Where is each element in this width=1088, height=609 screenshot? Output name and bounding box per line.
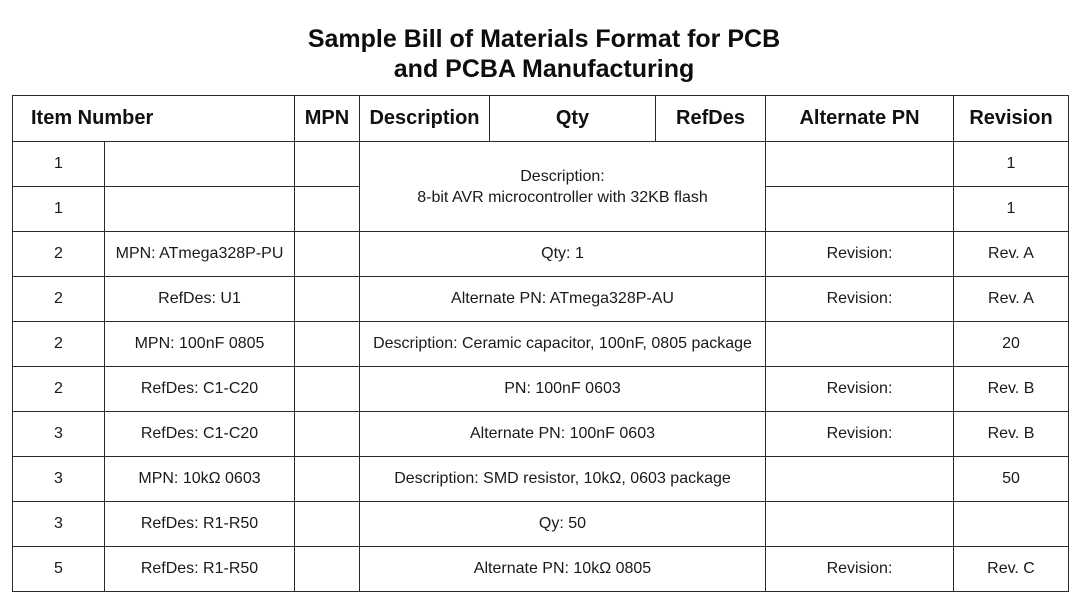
- header-item-number: Item Number: [13, 96, 295, 142]
- page-title: [0, 24, 1088, 84]
- cell-mpn: [295, 322, 360, 367]
- cell-item: 2: [13, 277, 105, 322]
- cell-item: 3: [13, 502, 105, 547]
- cell-alternate: Revision:: [766, 547, 954, 592]
- cell-part-info: [105, 142, 295, 187]
- table-row: [13, 547, 1069, 592]
- table-row: [13, 142, 1069, 187]
- cell-middle-merged: Alternate PN: ATmega328P-AU: [360, 277, 766, 322]
- table-row: [13, 232, 1069, 277]
- bom-table: [12, 95, 1069, 592]
- cell-item: 2: [13, 367, 105, 412]
- title-line-2: and PCBA Manufacturing: [393, 55, 695, 83]
- cell-item: 2: [13, 322, 105, 367]
- cell-part-info: [105, 187, 295, 232]
- header-alternate-pn: Alternate PN: [766, 96, 954, 142]
- header-description: Description: [360, 96, 490, 142]
- cell-part-info: MPN: ATmega328P-PU: [105, 232, 295, 277]
- cell-alternate: [766, 322, 954, 367]
- cell-revision: 20: [954, 322, 1069, 367]
- cell-alternate: [766, 187, 954, 232]
- cell-middle-merged: Description: SMD resistor, 10kΩ, 0603 package: [360, 457, 766, 502]
- cell-revision: Rev. C: [954, 547, 1069, 592]
- cell-item: 2: [13, 232, 105, 277]
- cell-revision: Rev. B: [954, 367, 1069, 412]
- cell-item: 3: [13, 412, 105, 457]
- table-row: [13, 412, 1069, 457]
- cell-description-merged: [360, 142, 766, 232]
- header-row: [13, 96, 1069, 142]
- table-row: [13, 322, 1069, 367]
- cell-part-info: RefDes: R1-R50: [105, 502, 295, 547]
- cell-part-info: MPN: 10kΩ 0603: [105, 457, 295, 502]
- cell-mpn: [295, 367, 360, 412]
- table-row: [13, 367, 1069, 412]
- cell-part-info: RefDes: C1-C20: [105, 367, 295, 412]
- cell-revision: Rev. B: [954, 412, 1069, 457]
- cell-item: 1: [13, 142, 105, 187]
- cell-middle-merged: Alternate PN: 10kΩ 0805: [360, 547, 766, 592]
- cell-revision: [954, 502, 1069, 547]
- cell-middle-merged: Qty: 1: [360, 232, 766, 277]
- cell-revision: Rev. A: [954, 232, 1069, 277]
- cell-alternate: Revision:: [766, 367, 954, 412]
- cell-mpn: [295, 547, 360, 592]
- cell-alternate: Revision:: [766, 412, 954, 457]
- cell-item: 1: [13, 187, 105, 232]
- cell-middle-merged: Alternate PN: 100nF 0603: [360, 412, 766, 457]
- description-value: 8-bit AVR microcontroller with 32KB flash: [417, 188, 708, 206]
- cell-alternate: [766, 457, 954, 502]
- cell-mpn: [295, 502, 360, 547]
- cell-middle-merged: Qy: 50: [360, 502, 766, 547]
- cell-alternate: Revision:: [766, 232, 954, 277]
- header-refdes: RefDes: [656, 96, 766, 142]
- cell-mpn: [295, 232, 360, 277]
- cell-middle-merged: PN: 100nF 0603: [360, 367, 766, 412]
- cell-revision: 50: [954, 457, 1069, 502]
- cell-mpn: [295, 187, 360, 232]
- table-row: [13, 277, 1069, 322]
- cell-middle-merged: Description: Ceramic capacitor, 100nF, 0805 package: [360, 322, 766, 367]
- cell-revision: 1: [954, 187, 1069, 232]
- header-mpn: MPN: [295, 96, 360, 142]
- cell-item: 3: [13, 457, 105, 502]
- cell-mpn: [295, 412, 360, 457]
- cell-alternate: [766, 142, 954, 187]
- cell-part-info: MPN: 100nF 0805: [105, 322, 295, 367]
- cell-alternate: Revision:: [766, 277, 954, 322]
- cell-mpn: [295, 457, 360, 502]
- cell-part-info: RefDes: C1-C20: [105, 412, 295, 457]
- cell-revision: 1: [954, 142, 1069, 187]
- header-qty: Qty: [490, 96, 656, 142]
- description-label: Description:: [520, 167, 605, 185]
- table-row: [13, 502, 1069, 547]
- cell-item: 5: [13, 547, 105, 592]
- header-revision: Revision: [954, 96, 1069, 142]
- table-row: [13, 457, 1069, 502]
- cell-mpn: [295, 142, 360, 187]
- cell-revision: Rev. A: [954, 277, 1069, 322]
- cell-part-info: RefDes: R1-R50: [105, 547, 295, 592]
- title-line-1: Sample Bill of Materials Format for PCB: [307, 25, 781, 53]
- cell-mpn: [295, 277, 360, 322]
- cell-alternate: [766, 502, 954, 547]
- cell-part-info: RefDes: U1: [105, 277, 295, 322]
